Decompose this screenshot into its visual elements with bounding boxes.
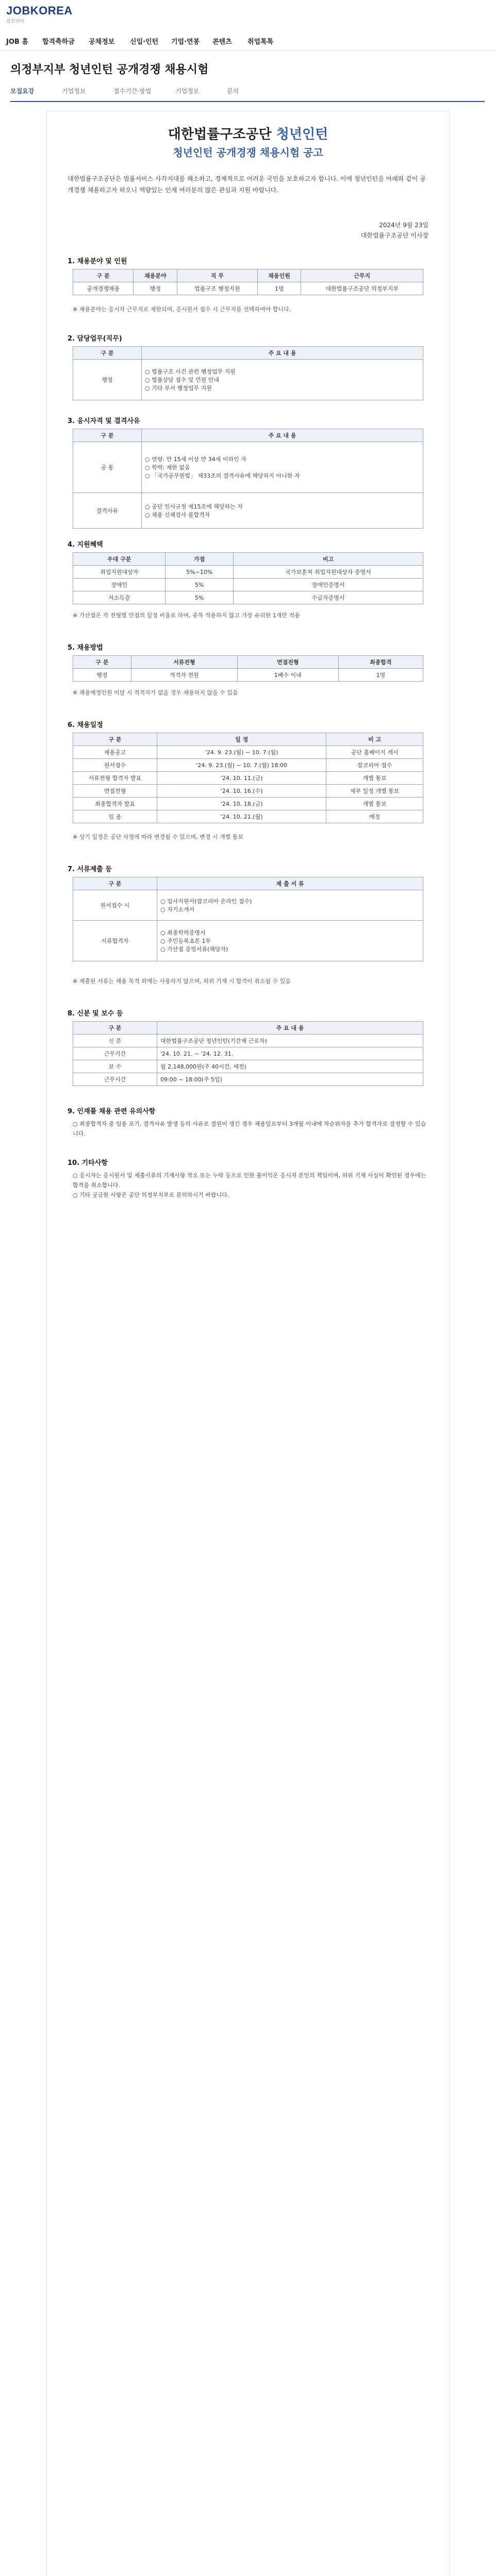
table-row: [73, 1073, 423, 1086]
nav-item-talk[interactable]: 취업톡톡: [248, 38, 274, 46]
table-header-row: [73, 269, 423, 282]
table-schedule: [73, 733, 423, 823]
table-header: 구 분: [73, 733, 157, 746]
table-header: 근무지: [301, 269, 423, 282]
nav-item-reward[interactable]: 합격축하금: [42, 38, 75, 46]
table-cell: 개별 통보: [326, 772, 423, 785]
table-row: [73, 759, 423, 772]
table-cell: 1명: [338, 669, 423, 682]
table-cell: 최종합격자 발표: [73, 798, 157, 810]
table-cell: 5%: [166, 579, 234, 591]
table-cell: 수급자증명서: [233, 591, 423, 604]
table-cell: 취업지원대상자: [73, 566, 166, 579]
table-cell: 대한법률구조공단 청년인턴(기간제 근로자): [157, 1035, 423, 1047]
section-heading-6: 6. 채용일정: [68, 721, 103, 729]
section-heading-4: 4. 지원혜택: [68, 541, 103, 549]
table-cell: 공 통: [73, 442, 142, 493]
table-cell: 결격사유: [73, 493, 142, 529]
table-cell: ○ 최종학력증명서 ○ 주민등록초본 1부 ○ 가산점 증빙서류(해당자): [157, 921, 423, 961]
table-row: [73, 1060, 423, 1073]
notice-intro: 대한법률구조공단은 법률서비스 사각지대를 해소하고, 경제적으로 어려운 국민을 보호하고자 합니다. 이에 청년인턴을 아래와 같이 공개경쟁 채용하고자 하오니 역량있는 인재 여러분의 많은 관심과 지원 바랍니다.: [68, 175, 426, 194]
table-row: [73, 921, 423, 961]
table-benefits: [73, 552, 423, 604]
table-header: 가점: [166, 553, 234, 566]
table-cell: 장애인증명서: [233, 579, 423, 591]
site-logo-sub: 잡코리아: [6, 19, 24, 24]
table-header: 최종합격: [338, 656, 423, 669]
table-cell: 보 수: [73, 1060, 157, 1073]
table-cell: 1배수 이내: [238, 669, 338, 682]
table-header-row: [73, 1022, 423, 1035]
table-header: 주 요 내 용: [142, 429, 423, 442]
table-cell: 국가보훈처 취업지원대상자 증명서: [233, 566, 423, 579]
table-header: 면접전형: [238, 656, 338, 669]
schedule-note: ※ 상기 일정은 공단 사정에 따라 변경될 수 있으며, 변경 시 개별 통보: [73, 834, 243, 840]
org-suffix: 청년인턴: [276, 127, 328, 142]
table-cell: '24. 10. 18.(금): [157, 798, 326, 810]
table-row: [73, 566, 423, 579]
nav-item-company[interactable]: 기업·연봉: [171, 38, 200, 46]
table-cell: 잡코리아 접수: [326, 759, 423, 772]
table-cell: 근무기간: [73, 1047, 157, 1060]
tab-company-info[interactable]: 기업정보: [62, 88, 86, 95]
table-cell: ○ 공단 인사규정 제15조에 해당하는 자 ○ 채용 신체검사 불합격자: [142, 493, 423, 529]
table-row: [73, 890, 423, 921]
notice-title: 청년인턴 공개경쟁 채용시험 공고: [173, 146, 323, 159]
table-cell: '24. 9. 23.(월) ~ 10. 7.(월) 18:00: [157, 759, 326, 772]
table-row: [73, 785, 423, 798]
table-header: 제 출 서 류: [157, 877, 423, 890]
tab-company-info-2[interactable]: 기업정보: [175, 88, 200, 95]
table-header: 구 분: [73, 429, 142, 442]
table-cell: ○ 입사지원서(잡코리아 온라인 접수) ○ 자기소개서: [157, 890, 423, 921]
section-heading-7: 7. 서류제출 등: [68, 866, 112, 873]
table-row: [73, 1047, 423, 1060]
top-header: [0, 0, 495, 31]
table-header: 주 요 내 용: [157, 1022, 423, 1035]
table-cell: 원서접수: [73, 759, 157, 772]
table-cell: '24. 10. 11.(금): [157, 772, 326, 785]
nav-item-home[interactable]: JOB 홈: [6, 38, 28, 46]
table-cell: 장애인: [73, 579, 166, 591]
table-row: [73, 746, 423, 759]
table-cell: 09:00 ~ 18:00(주 5일): [157, 1073, 423, 1086]
tab-requirements[interactable]: 모집요강: [10, 88, 35, 95]
table-row: [73, 493, 423, 529]
table-cell: 행정: [134, 282, 177, 295]
table-cell: 법률구조 행정지원: [177, 282, 257, 295]
table-header: 구 분: [73, 656, 131, 669]
table-positions: [73, 269, 423, 295]
table-duties: [73, 346, 423, 400]
table-cell: '24. 10. 21. ~ '24. 12. 31.: [157, 1047, 423, 1060]
table-cell: 월 2,148,000원(주 40시간, 세전): [157, 1060, 423, 1073]
table-cell: '24. 10. 21.(월): [157, 810, 326, 823]
detail-tabs: [10, 82, 485, 102]
poster-header: [47, 111, 449, 173]
section-heading-3: 3. 응시자격 및 결격사유: [68, 417, 140, 425]
table-header: 구 분: [73, 877, 157, 890]
table-documents: [73, 877, 423, 961]
table-header-row: [73, 877, 423, 890]
section-heading-1: 1. 채용분야 및 인원: [68, 258, 127, 265]
table-row: [73, 579, 423, 591]
table-header-row: [73, 553, 423, 566]
table-cell: '24. 10. 16.(수): [157, 785, 326, 798]
table-selection: [73, 655, 423, 682]
benefits-note: ※ 가산점은 각 전형별 만점의 일정 비율로 하며, 중복 적용하지 않고 가장 유리한 1개만 적용: [73, 612, 300, 619]
table-cell: ○ 연령: 만 15세 이상 만 34세 이하인 자 ○ 학력: 제한 없음 ○ 「국가공무원법」 제33조의 결격사유에 해당하지 아니한 자: [142, 442, 423, 493]
section-heading-9: 9. 인재풀 채용 관련 유의사항: [68, 1108, 156, 1115]
table-header-row: [73, 733, 423, 746]
table-row: [73, 282, 423, 295]
table-header: 비 고: [326, 733, 423, 746]
table-cell: 원서접수 시: [73, 890, 157, 921]
table-header-row: [73, 656, 423, 669]
notice-date: 2024년 9월 23일: [379, 222, 428, 229]
misc-paragraph: ○ 응시자는 응시원서 및 제출서류의 기재사항 착오 또는 누락 등으로 인한 불이익은 응시자 본인의 책임이며, 허위 기재 사실이 확인된 경우에는 합격을 취소합니다. ○ 기타 궁금한 사항은 공단 의정부지부로 문의하시기 바랍니다.: [73, 1172, 426, 1198]
table-header: 채용인원: [257, 269, 301, 282]
table-cell: 대한법률구조공단 의정부지부: [301, 282, 423, 295]
documents-note: ※ 제출된 서류는 채용 목적 외에는 사용하지 않으며, 허위 기재 시 합격이 취소될 수 있음: [73, 978, 291, 985]
table-cell: ○ 법률구조 사건 관련 행정업무 지원 ○ 법률상담 접수 및 민원 안내 ○ 기타 부서 행정업무 지원: [142, 360, 423, 400]
main-nav: [0, 31, 495, 51]
site-logo[interactable]: JOBKOREA: [6, 4, 73, 17]
section-heading-8: 8. 신분 및 보수 등: [68, 1010, 123, 1018]
table-cell: 예정: [326, 810, 423, 823]
table-header: 서류전형: [131, 656, 237, 669]
table-cell: 서류합격자: [73, 921, 157, 961]
table-header-row: [73, 347, 423, 360]
table-header: 직 무: [177, 269, 257, 282]
table-row: [73, 798, 423, 810]
table-cell: 5%~10%: [166, 566, 234, 579]
table-cell: 공단 홈페이지 게시: [326, 746, 423, 759]
table-row: [73, 591, 423, 604]
tab-inquiry[interactable]: 문의: [227, 88, 239, 95]
table-row: [73, 442, 423, 493]
table-cell: 1명: [257, 282, 301, 295]
notice-poster: [46, 111, 450, 2576]
page-title: 의정부지부 청년인턴 공개경쟁 채용시험: [10, 63, 209, 76]
table-row: [73, 669, 423, 682]
section-heading-2: 2. 담당업무(직무): [68, 335, 122, 343]
table-row: [73, 360, 423, 400]
table-row: [73, 810, 423, 823]
table-cell: '24. 9. 23.(월) ~ 10. 7.(월): [157, 746, 326, 759]
tab-apply[interactable]: 접수기간·방법: [113, 88, 152, 95]
section-heading-10: 10. 기타사항: [68, 1159, 108, 1167]
org-name: [47, 124, 449, 143]
table-header: 일 정: [157, 733, 326, 746]
table-row: [73, 1035, 423, 1047]
table-header: 구 분: [73, 269, 134, 282]
section-heading-5: 5. 채용방법: [68, 644, 103, 652]
table-cell: 5%: [166, 591, 234, 604]
table-cell: 임 용: [73, 810, 157, 823]
table-header: 우대 구분: [73, 553, 166, 566]
table-cell: 근무시간: [73, 1073, 157, 1086]
table-cell: 신 분: [73, 1035, 157, 1047]
table-cell: 행정: [73, 669, 131, 682]
table-header: 비고: [233, 553, 423, 566]
nav-item-intern[interactable]: 신입·인턴: [130, 38, 159, 46]
table-cell: 저소득층: [73, 591, 166, 604]
table-cell: 면접전형: [73, 785, 157, 798]
table-employment: [73, 1021, 423, 1086]
table-cell: 적격자 전원: [131, 669, 237, 682]
table-cell: 채용공고: [73, 746, 157, 759]
table-cell: 서류전형 합격자 발표: [73, 772, 157, 785]
table-header: 주 요 내 용: [142, 347, 423, 360]
table-header: 구 분: [73, 347, 142, 360]
table-header-row: [73, 429, 423, 442]
org-prefix: 대한법률구조공단: [168, 127, 272, 142]
table-header: 구 분: [73, 1022, 157, 1035]
table-cell: 개별 통보: [326, 798, 423, 810]
positions-note: ※ 채용분야는 응시자 근무지로 제한되며, 응시원서 접수 시 근무지를 선택하여야 합니다.: [73, 306, 291, 313]
table-cell: 행정: [73, 360, 142, 400]
nav-item-contents[interactable]: 콘텐츠: [212, 38, 232, 46]
notice-sign: 대한법률구조공단 이사장: [360, 232, 428, 239]
selection-note: ※ 채용예정인원 미달 시 적격자가 없을 경우 채용하지 않을 수 있음: [73, 689, 238, 696]
table-header: 채용분야: [134, 269, 177, 282]
table-cell: 세부 일정 개별 통보: [326, 785, 423, 798]
pool-paragraph: ○ 최종합격자 중 임용 포기, 결격사유 발생 등의 사유로 결원이 생긴 경우 채용일로부터 3개월 이내에 차순위자를 추가 합격자로 결정할 수 있습니다.: [73, 1121, 426, 1137]
table-eligibility: [73, 429, 423, 529]
table-row: [73, 772, 423, 785]
table-cell: 공개경쟁채용: [73, 282, 134, 295]
nav-item-public[interactable]: 공채정보: [89, 38, 115, 46]
